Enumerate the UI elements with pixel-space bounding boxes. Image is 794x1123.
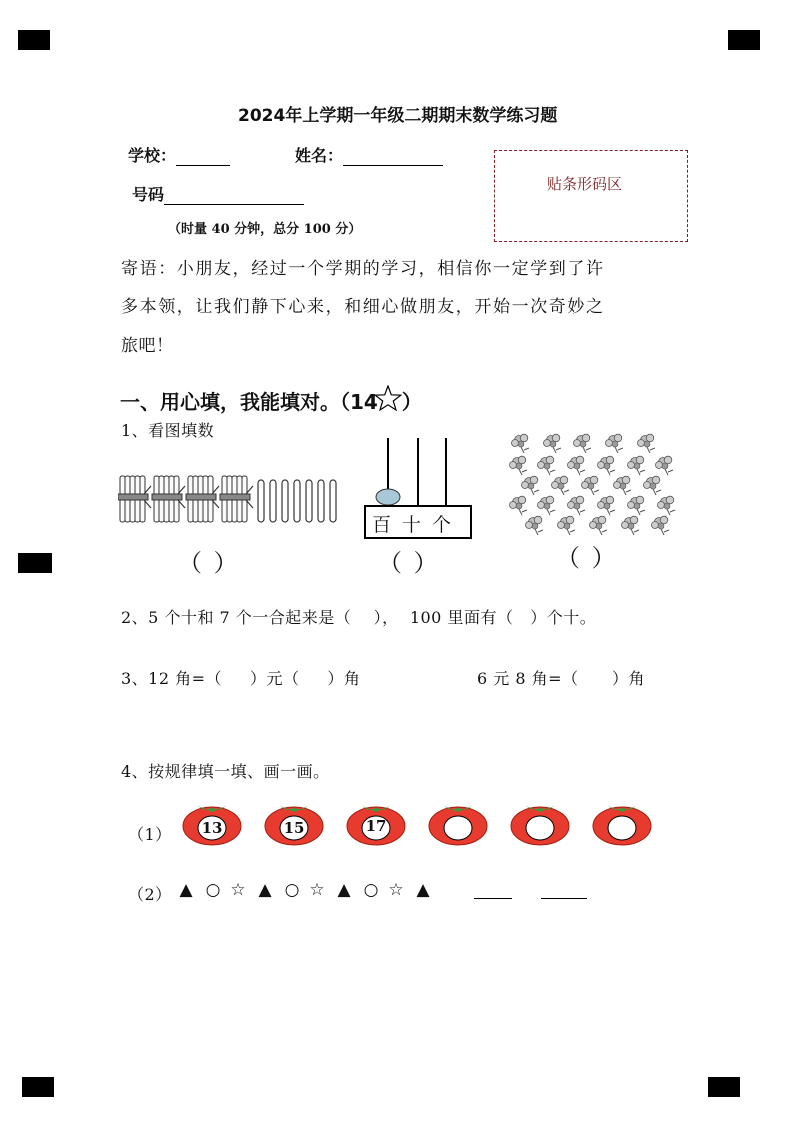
- intro-line-3: 旅吧！: [121, 336, 174, 356]
- tomato-5[interactable]: [510, 800, 570, 846]
- q1-answer-blank-3[interactable]: （ ）: [556, 544, 618, 572]
- registration-mark-bottom-left: [22, 1077, 54, 1097]
- q1-label: 1、看图填数: [121, 421, 215, 440]
- q2-text: 2、5 个十和 7 个一合起来是（ ）， 100 里面有（ ）个十。: [121, 608, 597, 627]
- registration-mark-mid-left: [18, 553, 52, 573]
- shape-circle: ○: [363, 880, 379, 900]
- q4-label: 4、按规律填一填、画一画。: [121, 762, 330, 781]
- registration-mark-bottom-right: [708, 1077, 740, 1097]
- shape-star: ☆: [230, 880, 246, 900]
- tomato-2: [264, 800, 324, 846]
- intro-line-2: 多本领，让我们静下心来，和细心做朋友，开始一次奇妙之: [121, 297, 605, 317]
- star-icon: [374, 385, 402, 411]
- name-label: 姓名：: [295, 146, 344, 165]
- abacus-label-hundreds: 百: [372, 514, 392, 536]
- shape-star: ☆: [309, 880, 325, 900]
- shape-triangle: ▲: [179, 880, 193, 900]
- section-1-heading-text: 一、用心填，我能填对。（14: [120, 390, 378, 414]
- shape-circle: ○: [284, 880, 300, 900]
- q1-answer-blank-1[interactable]: （ ）: [178, 549, 240, 577]
- abacus-label-tens: 十: [402, 514, 422, 536]
- registration-mark-top-right: [728, 30, 760, 50]
- q1-answer-blank-2[interactable]: （ ）: [378, 549, 440, 577]
- registration-mark-top-left: [18, 30, 50, 50]
- barcode-label: 贴条形码区: [547, 175, 623, 193]
- shape-triangle: ▲: [258, 880, 272, 900]
- q4-part2-label: （2）: [128, 885, 172, 904]
- shape-circle: ○: [205, 880, 221, 900]
- number-label: 号码: [132, 185, 165, 204]
- tomato-number-3: 17: [365, 817, 387, 835]
- name-field: [295, 143, 443, 166]
- barcode-area: [494, 150, 688, 242]
- shape-triangle: ▲: [416, 880, 430, 900]
- number-field: [132, 182, 304, 205]
- number-blank[interactable]: [164, 186, 304, 205]
- section-1-heading-close: ）: [401, 390, 422, 414]
- shape-triangle: ▲: [337, 880, 351, 900]
- q4-part1-label: （1）: [128, 825, 172, 844]
- name-blank[interactable]: [343, 147, 443, 166]
- time-note: （时量 40 分钟，总分 100 分）: [168, 222, 362, 237]
- tomato-number-1: 13: [201, 819, 223, 837]
- q3-left: 3、12 角=（ ）元（ ）角: [121, 669, 361, 688]
- tomato-3: [346, 800, 406, 846]
- shape-answer-blank-2[interactable]: [541, 898, 587, 899]
- school-blank[interactable]: [176, 147, 230, 166]
- abacus-label-ones: 个: [432, 514, 452, 536]
- tomato-1: [182, 800, 242, 846]
- tomato-6[interactable]: [592, 800, 652, 846]
- shape-answer-blank-1[interactable]: [474, 898, 512, 899]
- tomato-number-2: 15: [283, 819, 305, 837]
- intro-line-1: 寄语：小朋友，经过一个学期的学习，相信你一定学到了许: [121, 259, 605, 279]
- school-field: [128, 143, 230, 166]
- tomato-row: [182, 800, 662, 852]
- school-label: 学校：: [128, 146, 177, 165]
- abacus-labels: [372, 510, 462, 537]
- tomato-number-4: [428, 805, 488, 851]
- stick-bundles-image: [118, 472, 340, 527]
- tomato-number-5: [510, 805, 570, 851]
- shape-sequence: [176, 880, 433, 900]
- tomato-4[interactable]: [428, 800, 488, 846]
- shape-star: ☆: [388, 880, 404, 900]
- flowers-image: [505, 430, 680, 540]
- page-title: 2024年上学期一年级二期期末数学练习题: [238, 106, 558, 126]
- q3-right: 6 元 8 角=（ ）角: [477, 669, 646, 688]
- section-1-heading: [120, 385, 422, 415]
- tomato-number-6: [592, 805, 652, 851]
